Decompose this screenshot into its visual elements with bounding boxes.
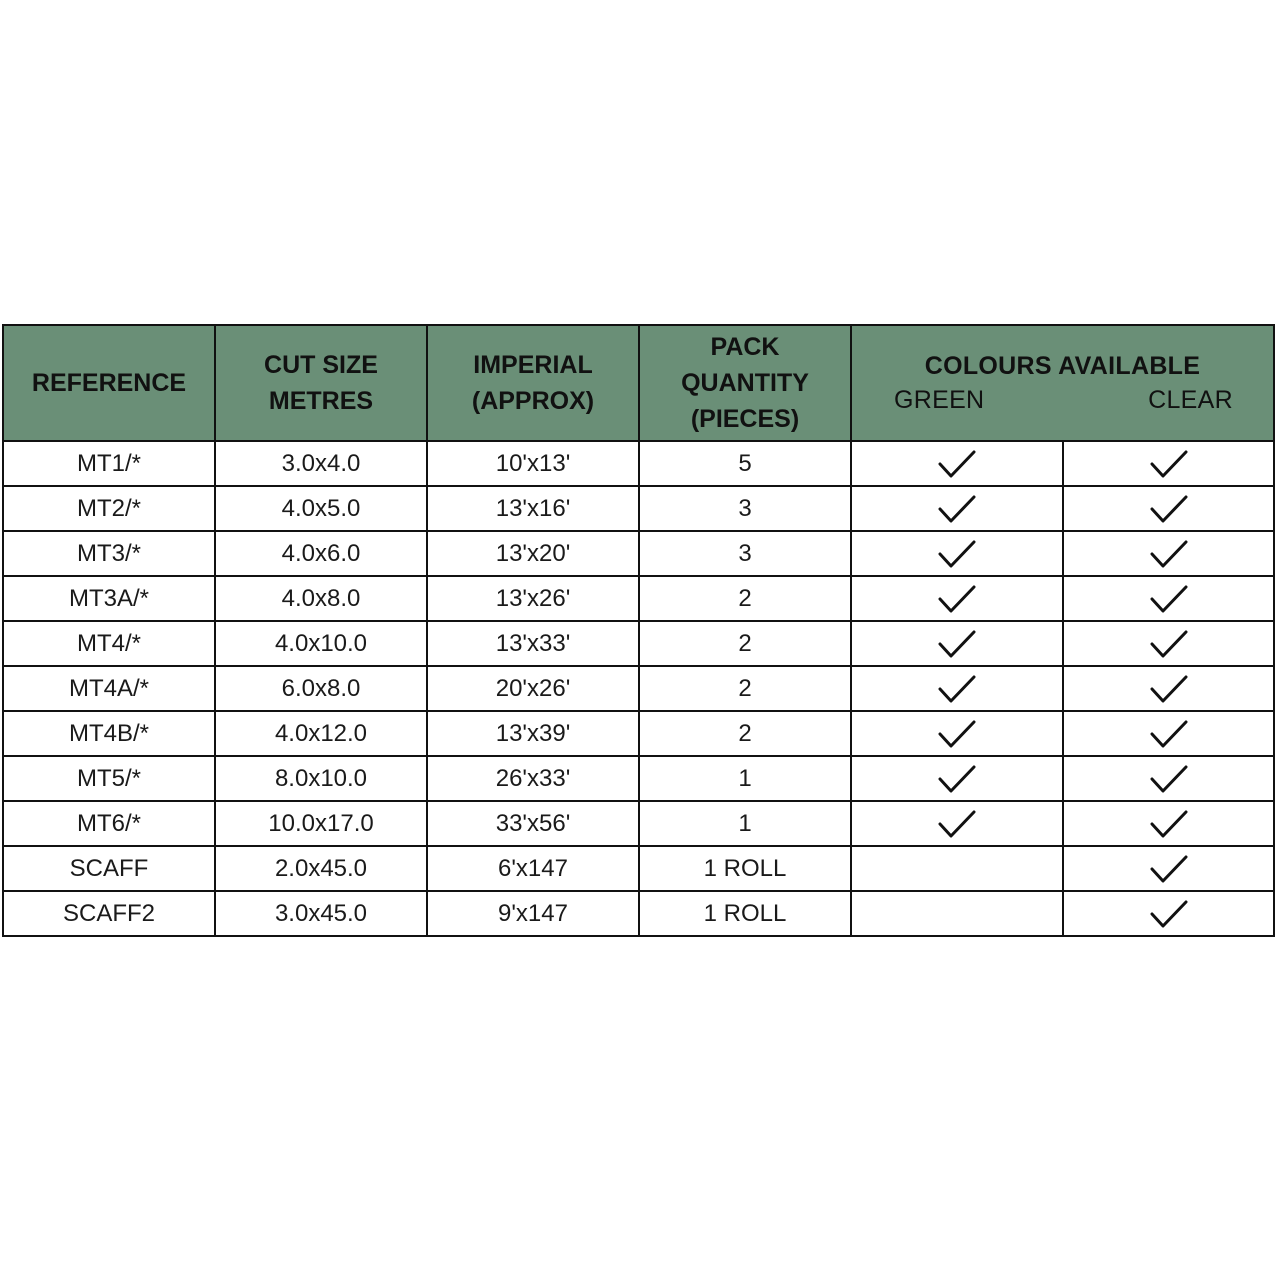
check-icon [1149,853,1189,885]
header-pack-quantity-line-2: QUANTITY [681,369,809,397]
cell-cut-size: 4.0x12.0 [215,711,427,756]
cell-pack-quantity: 2 [639,711,851,756]
cell-green-availability [851,891,1063,936]
table-row [3,441,1274,486]
check-icon [1149,583,1189,615]
table-row [3,846,1274,891]
header-reference-line-1: REFERENCE [31,369,187,397]
cell-reference: MT4A/* [3,666,215,711]
header-colours-title: COLOURS AVAILABLE [924,352,1201,380]
table-row [3,756,1274,801]
cell-imperial: 13'x39' [427,711,639,756]
cell-reference: MT3/* [3,531,215,576]
check-icon [937,808,977,840]
header-cut-size-line-1: CUT SIZE [264,351,378,379]
check-icon [1149,493,1189,525]
cell-reference: SCAFF [3,846,215,891]
check-icon [937,493,977,525]
check-icon [1149,628,1189,660]
header-reference [3,325,215,441]
header-colour-clear: CLEAR [1148,386,1233,414]
check-icon [937,538,977,570]
cell-pack-quantity: 1 [639,801,851,846]
cell-pack-quantity: 3 [639,531,851,576]
table-row [3,801,1274,846]
cell-pack-quantity: 3 [639,486,851,531]
cell-reference: MT3A/* [3,576,215,621]
cell-cut-size: 8.0x10.0 [215,756,427,801]
check-icon [1149,673,1189,705]
cell-imperial: 13'x20' [427,531,639,576]
cell-green-availability [851,666,1063,711]
product-size-table [2,324,1275,937]
check-icon [1149,538,1189,570]
header-colours-available [851,325,1274,441]
cell-green-availability [851,531,1063,576]
cell-cut-size: 6.0x8.0 [215,666,427,711]
cell-cut-size: 10.0x17.0 [215,801,427,846]
cell-imperial: 10'x13' [427,441,639,486]
header-pack-quantity-line-3: (PIECES) [690,405,800,433]
check-icon [937,628,977,660]
cell-imperial: 13'x33' [427,621,639,666]
cell-imperial: 13'x26' [427,576,639,621]
cell-reference: MT5/* [3,756,215,801]
cell-imperial: 33'x56' [427,801,639,846]
cell-reference: MT6/* [3,801,215,846]
table-row [3,621,1274,666]
check-icon [1149,898,1189,930]
cell-clear-availability [1063,801,1274,846]
table-row [3,531,1274,576]
table-row [3,486,1274,531]
header-imperial-line-1: IMPERIAL [473,351,593,379]
table-row [3,891,1274,936]
cell-reference: SCAFF2 [3,891,215,936]
header-row [3,325,1274,441]
table-row [3,666,1274,711]
cell-clear-availability [1063,756,1274,801]
check-icon [1149,718,1189,750]
cell-clear-availability [1063,576,1274,621]
cell-green-availability [851,486,1063,531]
cell-pack-quantity: 2 [639,621,851,666]
cell-pack-quantity: 1 ROLL [639,891,851,936]
cell-cut-size: 2.0x45.0 [215,846,427,891]
cell-clear-availability [1063,621,1274,666]
table-header [3,325,1274,441]
cell-reference: MT4B/* [3,711,215,756]
cell-cut-size: 3.0x4.0 [215,441,427,486]
cell-imperial: 6'x147 [427,846,639,891]
check-icon [937,448,977,480]
header-pack-quantity [639,325,851,441]
cell-green-availability [851,576,1063,621]
cell-reference: MT2/* [3,486,215,531]
cell-imperial: 26'x33' [427,756,639,801]
cell-imperial: 13'x16' [427,486,639,531]
header-pack-quantity-line-1: PACK [710,333,780,361]
table-body [3,441,1274,936]
header-cut-size-line-2: METRES [268,387,374,415]
table-row [3,711,1274,756]
header-imperial-line-2: (APPROX) [471,387,595,415]
cell-reference: MT1/* [3,441,215,486]
header-cut-size [215,325,427,441]
cell-cut-size: 4.0x6.0 [215,531,427,576]
header-imperial [427,325,639,441]
cell-cut-size: 4.0x5.0 [215,486,427,531]
cell-green-availability [851,801,1063,846]
cell-cut-size: 4.0x8.0 [215,576,427,621]
cell-cut-size: 4.0x10.0 [215,621,427,666]
header-colours-subheaders [852,383,1273,417]
header-colour-green: GREEN [894,386,985,414]
cell-green-availability [851,621,1063,666]
cell-pack-quantity: 5 [639,441,851,486]
check-icon [937,763,977,795]
cell-clear-availability [1063,486,1274,531]
cell-green-availability [851,756,1063,801]
cell-clear-availability [1063,531,1274,576]
cell-clear-availability [1063,441,1274,486]
check-icon [937,718,977,750]
cell-imperial: 9'x147 [427,891,639,936]
cell-green-availability [851,441,1063,486]
cell-green-availability [851,846,1063,891]
cell-pack-quantity: 1 [639,756,851,801]
check-icon [1149,808,1189,840]
check-icon [1149,763,1189,795]
cell-imperial: 20'x26' [427,666,639,711]
check-icon [937,583,977,615]
cell-reference: MT4/* [3,621,215,666]
check-icon [937,673,977,705]
cell-clear-availability [1063,711,1274,756]
cell-clear-availability [1063,846,1274,891]
cell-green-availability [851,711,1063,756]
check-icon [1149,448,1189,480]
product-size-table-container [2,324,1273,937]
cell-cut-size: 3.0x45.0 [215,891,427,936]
cell-clear-availability [1063,891,1274,936]
table-row [3,576,1274,621]
cell-clear-availability [1063,666,1274,711]
cell-pack-quantity: 2 [639,576,851,621]
cell-pack-quantity: 1 ROLL [639,846,851,891]
cell-pack-quantity: 2 [639,666,851,711]
